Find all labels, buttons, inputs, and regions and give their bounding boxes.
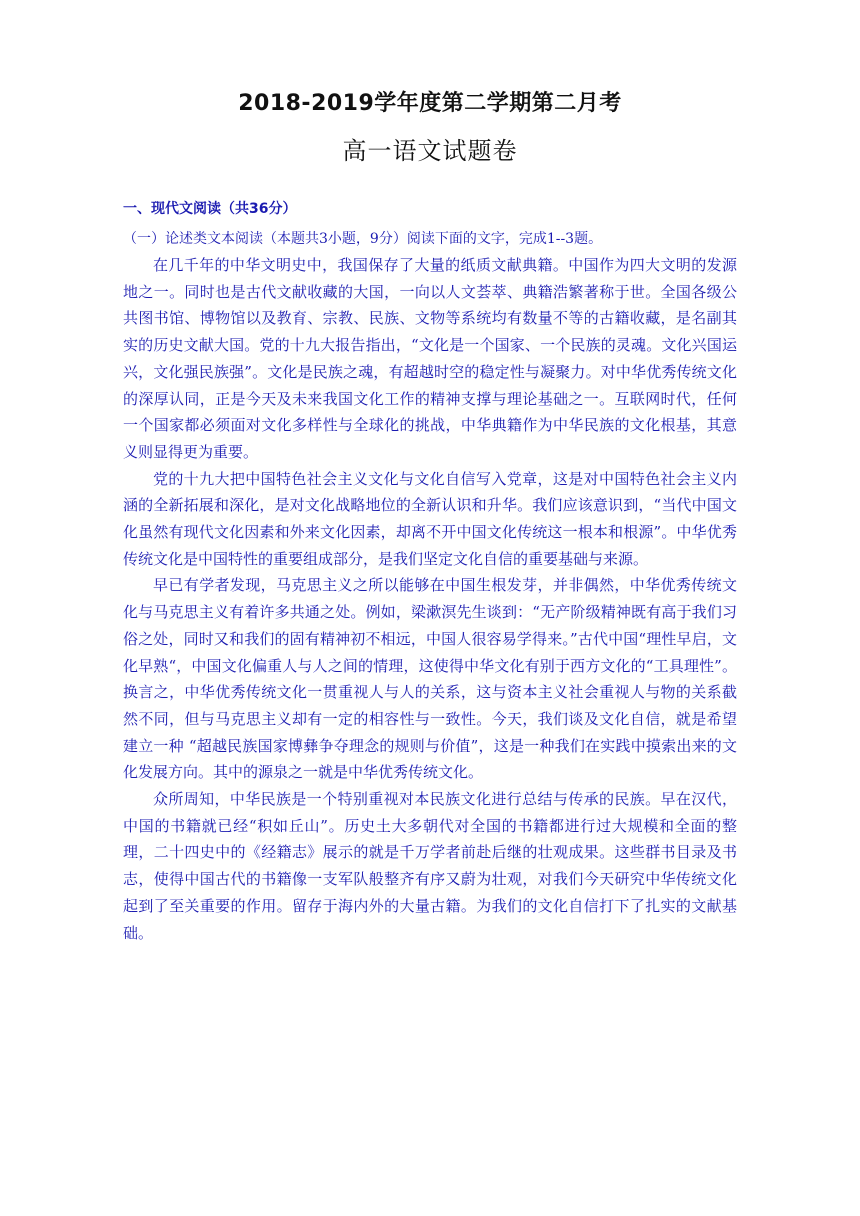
- passage-paragraph-2: 党的十九大把中国特色社会主义文化与文化自信写入党章，这是对中国特色社会主义内涵的全新拓展和深化，是对文化战略地位的全新认识和升华。我们应该意识到，“当代中国文化虽然有现代文化因素和外来文化因素，却离不开中国文化传统这一根本和根源”。中华优秀传统文化是中国特性的重要组成部分，是我们坚定文化自信的重要基础与来源。: [123, 469, 737, 568]
- passage-paragraph-1: 在几千年的中华文明史中，我国保存了大量的纸质文献典籍。中国作为四大文明的发源地之一。同时也是古代文献收藏的大国，一向以人文荟萃、典籍浩繁著称于世。全国各级公共图书馆、博物馆以及教育、宗教、民族、文物等系统均有数量不等的古籍收藏，是名副其实的历史文献大国。党的十九大报告指出，“文化是一个国家、一个民族的灵魂。文化兴国运兴，文化强民族强”。文化是民族之魂，有超越时空的稳定性与凝聚力。对中华优秀传统文化的深厚认同，正是今天及未来我国文化工作的精神支撑与理论基础之一。互联网时代，任何一个国家都必须面对文化多样性与全球化的挑战，中华典籍作为中华民族的文化根基，其意义则显得更为重要。: [123, 256, 737, 461]
- passage-paragraph-3: 早已有学者发现，马克思主义之所以能够在中国生根发芽，并非偶然，中华优秀传统文化与马克思主义有着许多共通之处。例如，梁漱溟先生谈到：“无产阶级精神既有高于我们习俗之处，同时又和我们的固有精神初不相远，中国人很容易学得来。”古代中国“理性早启，文化早熟“，中国文化偏重人与人之间的情理，这使得中华文化有别于西方文化的“工具理性”。换言之，中华优秀传统文化一贯重视人与人的关系，这与资本主义社会重视人与物的关系截然不同，但与马克思主义却有一定的相容性与一致性。今天，我们谈及文化自信，就是希望建立一种 “超越民族国家博彝争夺理念的规则与价值”，这是一种我们在实践中摸索出来的文化发展方向。其中的源泉之一就是中华优秀传统文化。: [123, 576, 737, 782]
- reading-passage: [123, 252, 737, 946]
- subsection-instruction: （一）论述类文本阅读（本题共3小题，9分）阅读下面的文字，完成1--3题。: [123, 231, 603, 247]
- exam-title-line2: 高一语文试题卷: [342, 137, 518, 165]
- section-heading: 一、现代文阅读（共36分）: [123, 201, 297, 217]
- exam-title-line1: 2018-2019学年度第二学期第二月考: [238, 91, 622, 116]
- passage-paragraph-4: 众所周知，中华民族是一个特别重视对本民族文化进行总结与传承的民族。早在汉代，中国的书籍就已经“积如丘山”。历史土大多朝代对全国的书籍都进行过大规模和全面的整理，二十四史中的《经籍志》展示的就是千万学者前赴后继的壮观成果。这些群书目录及书志，使得中国古代的书籍像一支军队般整齐有序又蔚为壮观，对我们今天研究中华传统文化起到了至关重要的作用。留存于海内外的大量古籍。为我们的文化自信打下了扎实的文献基础。: [123, 790, 737, 942]
